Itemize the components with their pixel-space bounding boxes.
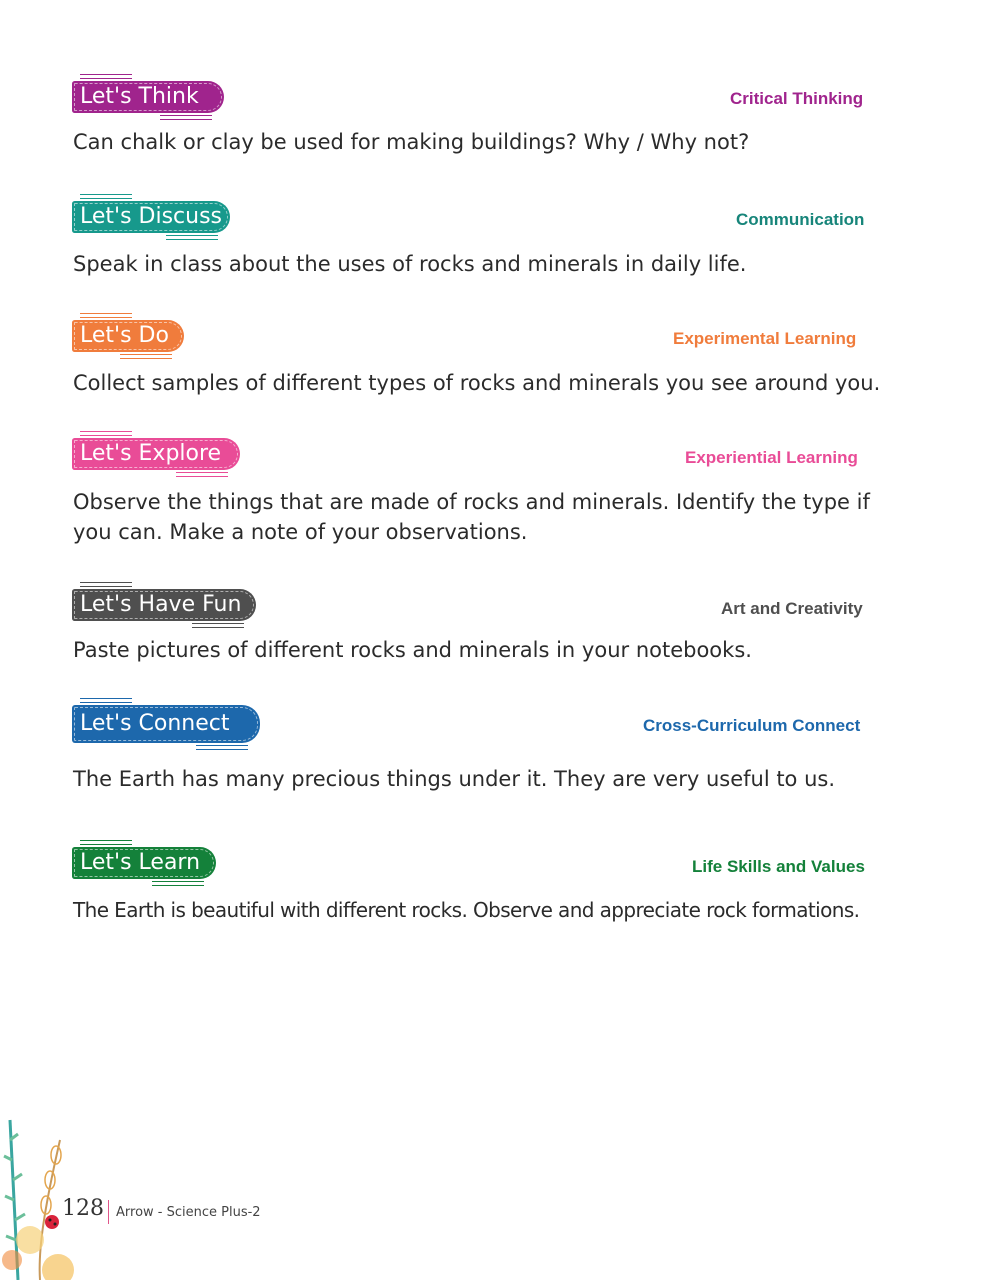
tag-decor-line bbox=[80, 582, 132, 587]
explore-text: Observe the things that are made of rocks and minerals. Identify the type if you can. Make a note of your observations. bbox=[73, 490, 870, 544]
tag-decor-line bbox=[80, 74, 132, 79]
connect-text: The Earth has many precious things under it. They are very useful to us. bbox=[73, 767, 836, 791]
tag-decor-line bbox=[152, 881, 204, 886]
have-fun-text: Paste pictures of different rocks and minerals in your notebooks. bbox=[73, 638, 752, 662]
lets-think-tag: Let's Think bbox=[72, 81, 224, 113]
lets-discuss-tag: Let's Discuss bbox=[72, 201, 230, 233]
lets-learn-tag: Let's Learn bbox=[72, 847, 216, 879]
experiential-learning-label: Experiential Learning bbox=[685, 448, 858, 467]
lets-explore-tag: Let's Explore bbox=[72, 438, 240, 470]
lets-do-tag: Let's Do bbox=[72, 320, 184, 352]
learn-text: The Earth is beautiful with different rocks. Observe and appreciate rock formations. bbox=[73, 898, 860, 922]
lets-connect-tag: Let's Connect bbox=[72, 705, 260, 743]
tag-decor-line bbox=[80, 194, 132, 199]
tag-decor-line bbox=[120, 354, 172, 359]
tag-decor-line bbox=[196, 745, 248, 750]
do-text: Collect samples of different types of rocks and minerals you see around you. bbox=[73, 371, 881, 395]
cross-curriculum-connect-label: Cross-Curriculum Connect bbox=[643, 716, 861, 735]
tag-decor-line bbox=[80, 840, 132, 845]
tag-decor-line bbox=[160, 115, 212, 120]
life-skills-and-values-label: Life Skills and Values bbox=[692, 857, 865, 876]
communication-label: Communication bbox=[736, 210, 865, 229]
plant-decoration-icon bbox=[0, 1100, 90, 1280]
lets-have-fun-tag: Let's Have Fun bbox=[72, 589, 256, 621]
critical-thinking-label: Critical Thinking bbox=[730, 89, 864, 108]
book-title: Arrow - Science Plus-2 bbox=[116, 1205, 261, 1220]
experimental-learning-label: Experimental Learning bbox=[673, 329, 857, 348]
tag-decor-line bbox=[176, 472, 228, 477]
tag-decor-line bbox=[166, 235, 218, 240]
think-text: Can chalk or clay be used for making buildings? Why / Why not? bbox=[73, 130, 750, 154]
tag-decor-line bbox=[80, 313, 132, 318]
footer-divider bbox=[108, 1200, 109, 1224]
art-and-creativity-label: Art and Creativity bbox=[721, 599, 863, 618]
page-number: 128 bbox=[62, 1196, 104, 1221]
discuss-text: Speak in class about the uses of rocks and minerals in daily life. bbox=[73, 252, 747, 276]
tag-decor-line bbox=[80, 431, 132, 436]
tag-decor-line bbox=[80, 698, 132, 703]
tag-decor-line bbox=[192, 623, 244, 628]
